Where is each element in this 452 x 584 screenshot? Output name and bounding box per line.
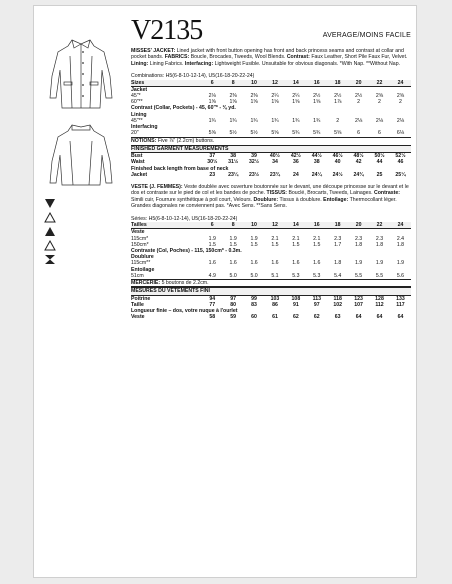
yardage-table-french — [131, 222, 411, 279]
table-cell: 6 — [357, 130, 361, 137]
table-cell: 1.8 — [334, 260, 342, 267]
table-cell: 8 — [223, 222, 244, 229]
table-cell: 36 — [292, 159, 299, 166]
table-cell: 5⅝ — [271, 130, 279, 137]
table-cell: 5½ — [229, 130, 237, 137]
table-cell: 108 — [291, 295, 301, 302]
table-cell: 2 — [357, 99, 361, 106]
table-cell: 1.9 — [250, 235, 258, 242]
table-cell: 1¾ — [271, 117, 279, 124]
table-cell: 1.8 — [396, 241, 405, 248]
table-cell: 1.6 — [313, 260, 321, 267]
row-label: Waist — [131, 159, 145, 166]
description-text: Lightweight Fusible. Unsuitable for obvious diagonals. *With Nap. **Without Nap. — [214, 60, 401, 67]
table-cell: 8 — [223, 80, 244, 87]
description-english — [131, 48, 411, 67]
description-text: Lining Fabrics. — [149, 60, 185, 67]
table-cell: 42 — [355, 159, 362, 166]
row-label: Bust — [131, 153, 143, 160]
table-cell: 2 — [378, 99, 381, 106]
section-title: Contrast (Collar, Pockets) - 45, 60"* - ⅜ yd. — [131, 105, 236, 112]
table-cell: 22 — [369, 80, 390, 87]
table-cell: 5⅝ — [334, 130, 342, 137]
table-cell: 6 — [378, 130, 381, 137]
table-cell: 24¼ — [311, 171, 322, 178]
finished-measurements-french — [131, 296, 411, 321]
table-cell: 1.6 — [292, 260, 300, 267]
table-cell: 5.4 — [334, 272, 342, 279]
table-cell: 113 — [312, 295, 321, 302]
table-cell: 1.6 — [271, 260, 279, 267]
table-cell: 63 — [334, 314, 341, 321]
table-cell: 60 — [251, 314, 257, 321]
table-cell: 1.5 — [250, 241, 258, 248]
notions-english — [131, 137, 411, 144]
table-cell: 44½ — [311, 153, 322, 160]
bold-label: Lining: — [131, 60, 150, 67]
table-cell: 1⅝ — [292, 99, 300, 106]
bold-label: TISSUS: — [266, 190, 289, 197]
notions-french — [131, 279, 411, 287]
table-cell: 2⅛ — [354, 117, 363, 124]
bold-label: Doublure: — [253, 196, 280, 203]
table-cell: 1.9 — [354, 260, 363, 267]
finished-measurements-title: FINISHED GARMENT MEASUREMENTS — [131, 145, 411, 153]
row-label: Veste — [131, 314, 145, 321]
table-cell: 20 — [348, 80, 369, 87]
table-row — [131, 222, 411, 229]
section-title: Longueur finie – dos, votre nuque à l'ourlet — [131, 308, 238, 315]
table-cell: 24 — [390, 222, 411, 229]
section-title: Doublure — [131, 254, 154, 261]
table-cell: 1.9 — [208, 235, 216, 242]
row-label: 115cm* — [131, 235, 149, 242]
table-cell: 2¼ — [271, 93, 279, 100]
row-label: Jacket — [131, 171, 148, 178]
table-cell: 2⅜ — [250, 93, 258, 100]
table-cell: 23¾ — [269, 171, 281, 178]
hourglass-icon — [44, 254, 56, 265]
table-cell: 52½ — [395, 153, 406, 160]
row-label: 115cm** — [131, 260, 151, 267]
triangle-up-outline-icon — [44, 212, 56, 223]
description-text: Faux Leather, Short Pile Faux Fur, Velvet. — [311, 54, 408, 61]
table-cell: 5.6 — [396, 272, 405, 279]
table-cell: 2⅛ — [208, 93, 216, 100]
table-cell: 1.9 — [396, 260, 405, 267]
table-cell: 97 — [230, 295, 237, 302]
table-cell: 2.3 — [375, 235, 384, 242]
table-cell: 1⅝ — [250, 99, 258, 106]
description-text: Five ⅞" (2.2cm) buttons. — [157, 138, 215, 145]
table-cell: 38 — [313, 159, 320, 166]
combinations-french: Séries: H5(6-8-10-12-14), U5(16-18-20-22-24) — [131, 215, 238, 222]
table-cell: 117 — [396, 301, 405, 308]
table-cell: 2.1 — [313, 235, 321, 242]
table-cell: 46½ — [332, 153, 343, 160]
table-cell: 58 — [209, 314, 216, 321]
section-row — [131, 86, 411, 93]
row-label: Sizes — [131, 80, 202, 87]
jacket-back-sketch-icon — [40, 121, 122, 191]
table-cell: 10 — [244, 222, 265, 229]
table-cell: 23 — [209, 171, 216, 178]
bold-label: MISSES' JACKET: — [131, 48, 177, 54]
table-cell: 5¾ — [292, 130, 300, 137]
bold-label: Interfacing: — [184, 60, 215, 67]
table-cell: 37 — [209, 153, 216, 160]
table-cell: 1.5 — [313, 241, 321, 248]
pattern-code: V2135 — [131, 15, 203, 46]
table-cell: 44 — [376, 159, 383, 166]
table-cell: 102 — [333, 301, 343, 308]
table-cell: 16 — [306, 80, 327, 87]
bold-label: FABRICS: — [164, 54, 191, 61]
jacket-front-sketch-icon — [40, 36, 122, 116]
table-cell: 23¼ — [228, 171, 239, 178]
table-cell: 1⅝ — [313, 99, 321, 106]
table-cell: 59 — [230, 314, 237, 321]
row-label: Poitrine — [131, 295, 151, 302]
table-cell: 24½ — [332, 171, 343, 178]
table-row — [131, 314, 411, 320]
row-label: Taille — [131, 301, 144, 308]
table-cell: 30½ — [207, 159, 218, 166]
table-cell: 2.1 — [271, 235, 279, 242]
table-cell: 2 — [399, 99, 402, 106]
table-cell: 2⅛ — [375, 117, 384, 124]
table-cell: 64 — [355, 314, 362, 321]
table-cell: 112 — [375, 301, 384, 308]
table-cell: 22 — [369, 222, 390, 229]
table-row — [131, 172, 411, 178]
section-title: Jacket — [131, 86, 148, 93]
table-cell: 48½ — [353, 153, 364, 160]
table-cell: 40 — [334, 159, 341, 166]
table-cell: 14 — [285, 80, 306, 87]
table-cell: 2½ — [313, 93, 321, 100]
table-cell: 1¾ — [250, 117, 258, 124]
pattern-info — [131, 15, 411, 321]
table-cell: 1¾ — [313, 117, 321, 124]
table-cell: 80 — [230, 301, 237, 308]
table-cell: 2.1 — [292, 235, 300, 242]
description-french — [131, 184, 411, 210]
description-text: Tissus à doublure. — [279, 196, 324, 203]
table-cell: 107 — [354, 301, 363, 308]
table-row — [131, 80, 411, 87]
row-label: 60"** — [131, 99, 143, 106]
table-cell: 5.0 — [229, 272, 237, 279]
table-cell: 1.8 — [354, 241, 363, 248]
table-cell: 1.8 — [375, 241, 384, 248]
table-cell: 24 — [390, 80, 411, 87]
triangle-up-icon — [44, 226, 56, 237]
triangle-down-icon — [44, 198, 56, 209]
table-cell: 99 — [251, 295, 257, 302]
table-cell: 6 — [202, 222, 223, 229]
table-cell: 2½ — [354, 93, 363, 100]
bold-label: NOTIONS: — [131, 138, 158, 145]
table-cell: 4.9 — [208, 272, 216, 279]
row-label: 150cm* — [131, 241, 149, 248]
description-text: Boucle, Brocades, Tweeds, Wool Blends. — [190, 54, 287, 61]
table-cell: 2.3 — [334, 235, 342, 242]
table-cell: 77 — [209, 301, 216, 308]
header — [131, 15, 411, 45]
bold-label: Entoilage: — [323, 196, 350, 203]
table-cell: 5.3 — [313, 272, 321, 279]
row-label: 20" — [131, 130, 139, 137]
table-cell: 1¾ — [208, 117, 216, 124]
table-cell: 24¾ — [353, 171, 364, 178]
table-cell: 40½ — [269, 153, 281, 160]
table-cell: 14 — [285, 222, 306, 229]
bold-label: VESTE (J. FEMMES): — [131, 184, 185, 191]
table-cell: 5.1 — [271, 272, 279, 279]
table-cell: 5.5 — [354, 272, 363, 279]
description-text: Simili cuir, Fourrure synthétique à poil court, Velours. — [131, 196, 254, 203]
table-cell: 128 — [375, 295, 384, 302]
finished-measurements-title-french: MESURES DU VÊTEMENTS FINI — [131, 287, 411, 295]
table-cell: 1.6 — [208, 260, 216, 267]
table-cell: 39 — [251, 153, 257, 160]
section-title: Lining — [131, 111, 147, 118]
table-cell: 1.5 — [292, 241, 300, 248]
description-text: Lined jacket with front button opening has front and back princess seams and contrast at collar and pocket bands. — [131, 48, 404, 61]
table-cell: 24 — [292, 171, 299, 178]
table-cell: 1⅝ — [271, 99, 279, 106]
table-cell: 6⅛ — [396, 130, 405, 137]
table-cell: 5.5 — [375, 272, 384, 279]
table-cell: 1.5 — [229, 241, 237, 248]
table-cell: 2.3 — [354, 235, 363, 242]
row-label: 51cm — [131, 272, 144, 279]
table-cell: 133 — [396, 295, 405, 302]
row-label: 45"* — [131, 93, 141, 100]
table-cell: 1⅝ — [208, 99, 216, 106]
table-cell: 5¾ — [313, 130, 321, 137]
bold-label: Contraste: — [374, 190, 400, 197]
pattern-symbols — [44, 198, 58, 268]
table-cell: 1¾ — [229, 117, 237, 124]
table-cell: 1.9 — [229, 235, 237, 242]
yardage-table-english — [131, 80, 411, 137]
table-cell: 20 — [348, 222, 369, 229]
table-cell: 23½ — [249, 171, 260, 178]
table-cell: 1.6 — [250, 260, 258, 267]
description-text: Bouclé, Brocarts, Tweeds, Lainages. — [288, 190, 374, 197]
table-cell: 18 — [327, 222, 348, 229]
triangle-up-outline-icon — [44, 240, 56, 251]
table-cell: 91 — [292, 301, 299, 308]
table-cell: 118 — [333, 295, 342, 302]
bold-label: MERCERIE: — [131, 279, 162, 286]
table-cell: 16 — [306, 222, 327, 229]
table-cell: 62 — [313, 314, 320, 321]
table-cell: 64 — [376, 314, 383, 321]
combinations-english: Combinations: H5(6-8-10-12-14), U5(16-18-20-22-24) — [131, 73, 255, 80]
table-cell: 12 — [265, 222, 286, 229]
section-title: Interfacing — [131, 124, 158, 131]
table-cell: 2¼ — [292, 93, 300, 100]
table-cell: 94 — [209, 295, 216, 302]
table-cell: 34 — [272, 159, 278, 166]
table-cell: 2 — [336, 117, 340, 124]
table-cell: 123 — [354, 295, 363, 302]
section-row — [131, 229, 411, 236]
difficulty-label: AVERAGE/MOINS FACILE — [322, 31, 411, 39]
table-cell: 1.5 — [208, 241, 216, 248]
table-cell: 1.5 — [271, 241, 279, 248]
table-cell: 12 — [265, 80, 286, 87]
row-label: Tailles — [131, 222, 202, 229]
table-cell: 10 — [244, 80, 265, 87]
table-cell: 83 — [251, 301, 257, 308]
table-cell: 5.0 — [250, 272, 258, 279]
bold-label: Contrast: — [286, 54, 312, 61]
table-cell: 18 — [327, 80, 348, 87]
table-cell: 62 — [292, 314, 299, 321]
table-cell: 42½ — [290, 153, 301, 160]
table-cell: 2⅝ — [396, 93, 405, 100]
table-cell: 2⅛ — [396, 117, 405, 124]
table-cell: 5½ — [250, 130, 258, 137]
finished-measurements-english — [131, 153, 411, 178]
table-cell: 50½ — [374, 153, 385, 160]
table-cell: 1.6 — [229, 260, 237, 267]
section-title: Veste — [131, 229, 145, 236]
table-cell: 103 — [270, 295, 280, 302]
table-cell: 1⅝ — [229, 99, 237, 106]
section-title: Entoilage — [131, 266, 155, 273]
description-text: Veste doublée avec ouverture boutonnée sur le devant, une découpe princesse sur le devant et le dos et contraste sur le pied de col et les bandes de poche. — [131, 184, 409, 197]
table-row — [131, 130, 411, 136]
table-cell: 32½ — [249, 159, 260, 166]
table-cell: 86 — [272, 301, 278, 308]
table-cell: 6 — [202, 80, 223, 87]
table-cell: 25¼ — [395, 171, 406, 178]
table-cell: 5⅝ — [208, 130, 216, 137]
table-cell: 25 — [376, 171, 383, 178]
pattern-envelope-back — [33, 5, 417, 578]
table-cell: 1.9 — [375, 260, 384, 267]
table-cell: 5.3 — [292, 272, 300, 279]
table-cell: 2½ — [334, 93, 342, 100]
table-cell: 64 — [397, 314, 404, 321]
row-label: 45"** — [131, 117, 143, 124]
section-title: Finished back length from base of neck — [131, 165, 229, 172]
description-text: Thermocollant léger. Grandes diagonales ne conviennent pas. *Avec Sens. **Sans Sens. — [131, 196, 397, 210]
table-cell: 1¾ — [292, 117, 300, 124]
table-cell: 1.7 — [334, 241, 342, 248]
table-cell: 2⅜ — [229, 93, 237, 100]
table-cell: 31½ — [228, 159, 239, 166]
table-cell: 2⅝ — [375, 93, 384, 100]
table-cell: 61 — [272, 314, 278, 321]
table-cell: 2.4 — [396, 235, 405, 242]
table-cell: 46 — [397, 159, 404, 166]
table-cell: 97 — [313, 301, 320, 308]
table-cell: 38 — [230, 153, 237, 160]
section-title: Contraste (Col, Poches) - 115, 150cm* - 0.3m. — [131, 247, 242, 254]
description-text: 5 boutons de 2.2cm. — [161, 279, 209, 286]
table-cell: 1⅞ — [334, 99, 342, 106]
